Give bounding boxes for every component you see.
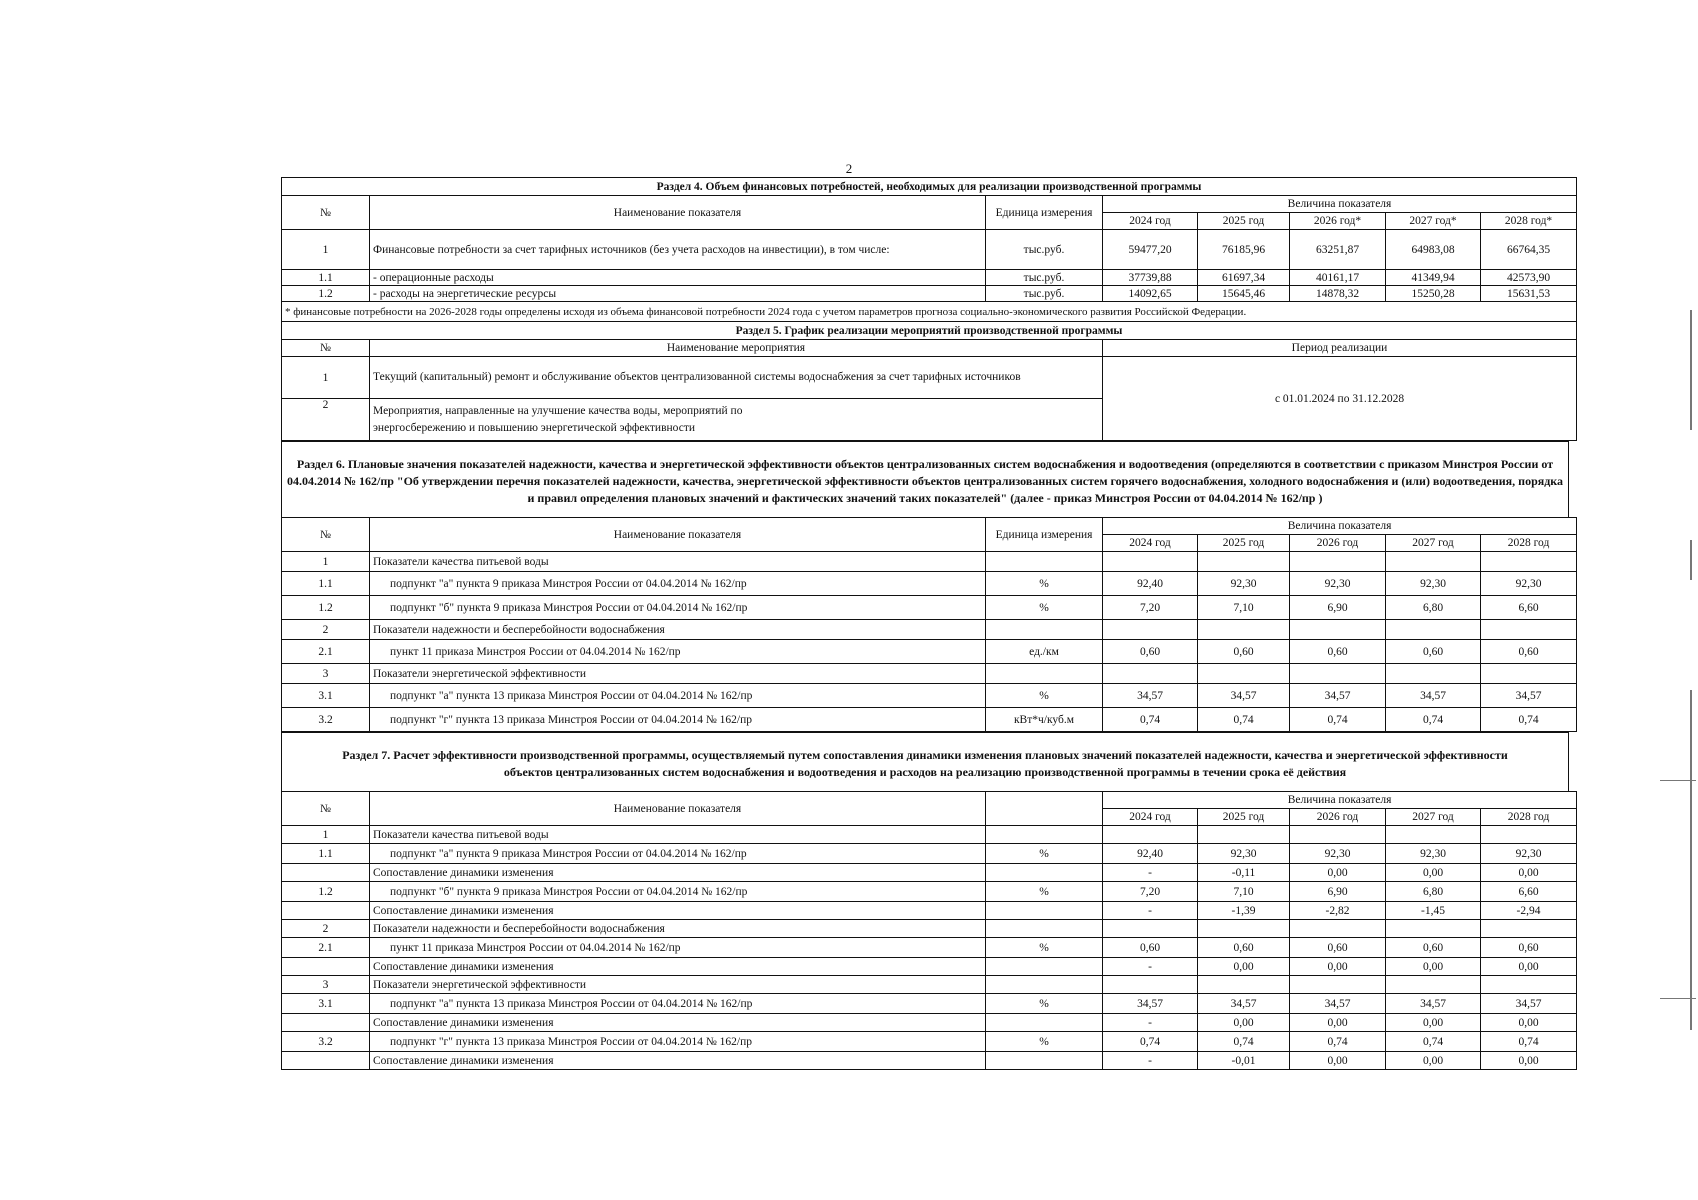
section-6-body	[282, 552, 1577, 732]
row-no: 1.1	[282, 844, 370, 864]
row-unit	[986, 958, 1103, 976]
row-unit	[986, 864, 1103, 882]
row-value: 92,30	[1198, 844, 1290, 864]
row-unit-empty	[986, 826, 1103, 844]
indicator-name: подпункт "а" пункта 9 приказа Минстроя России от 04.04.2014 № 162/пр	[370, 844, 986, 864]
row-unit-empty	[986, 920, 1103, 938]
header-year: 2026 год	[1290, 535, 1386, 552]
row-value: 0,00	[1386, 1014, 1481, 1032]
dynamics-row	[282, 958, 1577, 976]
row-value: 92,30	[1386, 844, 1481, 864]
row-value: 0,60	[1481, 640, 1577, 664]
header-year: 2027 год	[1386, 535, 1481, 552]
row-value: 0,00	[1290, 1014, 1386, 1032]
row-unit: %	[986, 882, 1103, 902]
row-value: 0,74	[1481, 708, 1577, 732]
indicator-row	[282, 938, 1577, 958]
scan-margin-line	[1690, 310, 1692, 430]
indicator-name: пункт 11 приказа Минстроя России от 04.04.2014 № 162/пр	[370, 938, 986, 958]
row-no: 3	[282, 976, 370, 994]
row-value: 7,20	[1103, 596, 1198, 620]
row-value-empty	[1103, 976, 1198, 994]
row-value-empty	[1481, 620, 1577, 640]
row-unit-empty	[986, 976, 1103, 994]
row-value: 0,00	[1386, 864, 1481, 882]
row-value: 76185,96	[1198, 230, 1290, 270]
row-value: 0,74	[1386, 1032, 1481, 1052]
row-value: 34,57	[1290, 684, 1386, 708]
dynamics-label: Сопоставление динамики изменения	[370, 1052, 986, 1070]
row-unit: %	[986, 684, 1103, 708]
row-value-empty	[1290, 552, 1386, 572]
event-name-text: Мероприятия, направленные на улучшение качества воды, мероприятий по энергосбережению и повышению энергетической эффективности	[373, 404, 743, 434]
row-value-empty	[1386, 826, 1481, 844]
row-value-empty	[1198, 552, 1290, 572]
header-year: 2024 год	[1103, 535, 1198, 552]
dynamics-label: Сопоставление динамики изменения	[370, 1014, 986, 1032]
row-no: 1.1	[282, 270, 370, 286]
section-6-table	[281, 517, 1577, 732]
row-value-empty	[1290, 620, 1386, 640]
scan-margin-line	[1660, 998, 1696, 999]
row-unit: %	[986, 596, 1103, 620]
header-no: №	[282, 340, 370, 357]
header-no: №	[282, 196, 370, 230]
row-value-empty	[1198, 920, 1290, 938]
header-year: 2025 год	[1198, 213, 1290, 230]
row-value: 14092,65	[1103, 286, 1198, 302]
row-no: 3.1	[282, 684, 370, 708]
table-row	[282, 286, 1577, 302]
header-year: 2027 год*	[1386, 213, 1481, 230]
row-value: 42573,90	[1481, 270, 1577, 286]
row-value: 92,30	[1481, 572, 1577, 596]
row-no	[282, 1014, 370, 1032]
row-value: 0,74	[1103, 1032, 1198, 1052]
indicator-name: подпункт "а" пункта 13 приказа Минстроя России от 04.04.2014 № 162/пр	[370, 684, 986, 708]
header-year: 2028 год*	[1481, 213, 1577, 230]
header-year: 2028 год	[1481, 809, 1577, 826]
row-value: -	[1103, 864, 1198, 882]
indicator-row	[282, 684, 1577, 708]
header-value: Величина показателя	[1103, 518, 1577, 535]
header-year: 2025 год	[1198, 535, 1290, 552]
row-value-empty	[1481, 552, 1577, 572]
row-name: - операционные расходы	[370, 270, 986, 286]
row-value: 0,00	[1290, 958, 1386, 976]
dynamics-row	[282, 864, 1577, 882]
row-value-empty	[1290, 664, 1386, 684]
row-value: 34,57	[1481, 684, 1577, 708]
row-no: 1	[282, 230, 370, 270]
row-value: 7,10	[1198, 882, 1290, 902]
row-unit: тыс.руб.	[986, 270, 1103, 286]
row-no: 1.2	[282, 882, 370, 902]
row-value: 0,60	[1386, 938, 1481, 958]
row-value-empty	[1481, 976, 1577, 994]
group-name: Показатели качества питьевой воды	[370, 552, 986, 572]
row-value: 0,00	[1290, 864, 1386, 882]
group-name: Показатели энергетической эффективности	[370, 976, 986, 994]
row-value: 0,00	[1481, 864, 1577, 882]
row-value-empty	[1481, 920, 1577, 938]
row-value: 0,00	[1386, 1052, 1481, 1070]
row-value: 0,60	[1103, 640, 1198, 664]
row-unit-empty	[986, 664, 1103, 684]
row-value: 34,57	[1386, 994, 1481, 1014]
row-value: 0,74	[1481, 1032, 1577, 1052]
indicator-name: подпункт "а" пункта 13 приказа Минстроя России от 04.04.2014 № 162/пр	[370, 994, 986, 1014]
row-value: 0,60	[1481, 938, 1577, 958]
indicator-row	[282, 596, 1577, 620]
indicator-name: подпункт "г" пункта 13 приказа Минстроя России от 04.04.2014 № 162/пр	[370, 1032, 986, 1052]
row-value: -	[1103, 1052, 1198, 1070]
row-value: 0,74	[1198, 708, 1290, 732]
row-value: 0,60	[1386, 640, 1481, 664]
header-period: Период реализации	[1103, 340, 1577, 357]
row-value: 6,90	[1290, 882, 1386, 902]
header-year: 2028 год	[1481, 535, 1577, 552]
indicator-row	[282, 844, 1577, 864]
row-value: 37739,88	[1103, 270, 1198, 286]
row-no: 2	[282, 620, 370, 640]
row-no: 2.1	[282, 938, 370, 958]
row-value: 0,60	[1290, 640, 1386, 664]
row-value-empty	[1386, 620, 1481, 640]
row-value: 0,00	[1481, 1014, 1577, 1032]
indicator-row	[282, 708, 1577, 732]
row-value: 92,30	[1386, 572, 1481, 596]
row-value-empty	[1103, 552, 1198, 572]
row-no: 2.1	[282, 640, 370, 664]
row-no: 2	[282, 399, 370, 441]
table-row	[282, 230, 1577, 270]
row-value-empty	[1198, 620, 1290, 640]
scan-margin-line	[1690, 540, 1692, 580]
row-value: 7,10	[1198, 596, 1290, 620]
row-value: 92,30	[1290, 572, 1386, 596]
row-no: 3.1	[282, 994, 370, 1014]
row-unit	[986, 1014, 1103, 1032]
row-name: - расходы на энергетические ресурсы	[370, 286, 986, 302]
indicator-row	[282, 994, 1577, 1014]
group-name: Показатели надежности и бесперебойности водоснабжения	[370, 920, 986, 938]
row-value: 34,57	[1103, 994, 1198, 1014]
header-year: 2025 год	[1198, 809, 1290, 826]
row-value: 34,57	[1386, 684, 1481, 708]
row-value: -0,01	[1198, 1052, 1290, 1070]
row-no	[282, 864, 370, 882]
row-unit: ед./км	[986, 640, 1103, 664]
row-value-empty	[1103, 920, 1198, 938]
section-6-title: Раздел 6. Плановые значения показателей надежности, качества и энергетической эффективности объектов централизованных систем водоснабжения и водоотведения (определяются в соответствии с приказом Минстроя России от 04.04.2014 № 162/пр "Об утверждении перечня показателей надежности, качества, энергетической эффективности объектов централизованных систем горячего водоснабжения, холодного водоснабжения и (или) водоотведения, порядка и правил определения плановых значений и фактических значений таких показателей" (далее - приказ Минстроя России от 04.04.2014 № 162/пр )	[281, 441, 1569, 517]
row-value: 34,57	[1198, 684, 1290, 708]
row-no: 3.2	[282, 708, 370, 732]
row-value-empty	[1481, 826, 1577, 844]
row-value-empty	[1386, 920, 1481, 938]
dynamics-label: Сопоставление динамики изменения	[370, 958, 986, 976]
indicator-row	[282, 1032, 1577, 1052]
row-no: 1	[282, 826, 370, 844]
row-no: 1.2	[282, 286, 370, 302]
row-value: 63251,87	[1290, 230, 1386, 270]
row-value: 41349,94	[1386, 270, 1481, 286]
row-value: 6,80	[1386, 882, 1481, 902]
row-value: 92,40	[1103, 844, 1198, 864]
row-name	[370, 357, 1103, 399]
group-row	[282, 920, 1577, 938]
header-unit: Единица измерения	[986, 518, 1103, 552]
row-unit: кВт*ч/куб.м	[986, 708, 1103, 732]
table-row	[282, 357, 1577, 399]
dynamics-row	[282, 1014, 1577, 1032]
group-row	[282, 826, 1577, 844]
row-value: 34,57	[1103, 684, 1198, 708]
header-unit-empty	[986, 792, 1103, 826]
row-no: 1	[282, 552, 370, 572]
row-value: 15645,46	[1198, 286, 1290, 302]
row-value-empty	[1290, 826, 1386, 844]
row-value: 6,60	[1481, 596, 1577, 620]
group-name: Показатели качества питьевой воды	[370, 826, 986, 844]
row-value: 0,74	[1386, 708, 1481, 732]
dynamics-row	[282, 902, 1577, 920]
header-value: Величина показателя	[1103, 196, 1577, 213]
row-value-empty	[1103, 664, 1198, 684]
row-value: 0,60	[1103, 938, 1198, 958]
indicator-name: подпункт "б" пункта 9 приказа Минстроя России от 04.04.2014 № 162/пр	[370, 596, 986, 620]
row-value: 34,57	[1290, 994, 1386, 1014]
row-value: 40161,17	[1290, 270, 1386, 286]
row-value: 92,30	[1481, 844, 1577, 864]
header-name: Наименование показателя	[370, 792, 986, 826]
row-value: -	[1103, 1014, 1198, 1032]
table-row	[282, 270, 1577, 286]
row-value: 0,60	[1198, 640, 1290, 664]
row-unit	[986, 902, 1103, 920]
row-value: 0,60	[1290, 938, 1386, 958]
row-unit: тыс.руб.	[986, 230, 1103, 270]
row-name	[370, 399, 1103, 441]
scan-margin-line	[1690, 690, 1692, 1030]
row-value-empty	[1481, 664, 1577, 684]
group-row	[282, 620, 1577, 640]
row-value: 15631,53	[1481, 286, 1577, 302]
indicator-row	[282, 572, 1577, 596]
row-unit: %	[986, 844, 1103, 864]
row-value-empty	[1103, 826, 1198, 844]
row-unit: тыс.руб.	[986, 286, 1103, 302]
row-value: 61697,34	[1198, 270, 1290, 286]
row-value: 0,00	[1198, 958, 1290, 976]
row-unit: %	[986, 994, 1103, 1014]
row-value-empty	[1386, 664, 1481, 684]
row-value: 92,40	[1103, 572, 1198, 596]
dynamics-label: Сопоставление динамики изменения	[370, 902, 986, 920]
row-value: 92,30	[1290, 844, 1386, 864]
row-value-empty	[1198, 826, 1290, 844]
dynamics-row	[282, 1052, 1577, 1070]
row-value: 92,30	[1198, 572, 1290, 596]
row-unit-empty	[986, 620, 1103, 640]
row-value-empty	[1290, 920, 1386, 938]
row-value: -	[1103, 958, 1198, 976]
row-unit	[986, 1052, 1103, 1070]
group-row	[282, 976, 1577, 994]
row-no	[282, 902, 370, 920]
header-event-name: Наименование мероприятия	[370, 340, 1103, 357]
row-value: 15250,28	[1386, 286, 1481, 302]
row-no: 1.2	[282, 596, 370, 620]
row-value: -	[1103, 902, 1198, 920]
row-no: 3	[282, 664, 370, 684]
row-value: 0,00	[1198, 1014, 1290, 1032]
row-value: 0,00	[1386, 958, 1481, 976]
row-value: 0,74	[1103, 708, 1198, 732]
row-value-empty	[1103, 620, 1198, 640]
indicator-name: подпункт "а" пункта 9 приказа Минстроя России от 04.04.2014 № 162/пр	[370, 572, 986, 596]
period-value: с 01.01.2024 по 31.12.2028	[1103, 357, 1577, 441]
row-value: 34,57	[1481, 994, 1577, 1014]
scan-margin-line	[1660, 780, 1696, 781]
header-value: Величина показателя	[1103, 792, 1577, 809]
header-name: Наименование показателя	[370, 518, 986, 552]
header-unit: Единица измерения	[986, 196, 1103, 230]
header-year: 2026 год	[1290, 809, 1386, 826]
row-value: -1,45	[1386, 902, 1481, 920]
row-value: 0,74	[1290, 708, 1386, 732]
row-value: 7,20	[1103, 882, 1198, 902]
header-no: №	[282, 792, 370, 826]
row-value: -2,82	[1290, 902, 1386, 920]
row-unit: %	[986, 938, 1103, 958]
row-value: -1,39	[1198, 902, 1290, 920]
row-value: 64983,08	[1386, 230, 1481, 270]
row-unit: %	[986, 1032, 1103, 1052]
header-name: Наименование показателя	[370, 196, 986, 230]
section-4-title: Раздел 4. Объем финансовых потребностей, необходимых для реализации производственной программы	[282, 178, 1577, 196]
row-value: 14878,32	[1290, 286, 1386, 302]
row-value: 0,00	[1481, 958, 1577, 976]
page-number: 2	[845, 161, 853, 176]
group-name: Показатели надежности и бесперебойности водоснабжения	[370, 620, 986, 640]
event-name-text: Текущий (капитальный) ремонт и обслуживание объектов централизованной системы водоснабжения за счет тарифных источников	[373, 371, 1021, 383]
row-unit-empty	[986, 552, 1103, 572]
section-4-5-table	[281, 177, 1577, 441]
row-value-empty	[1386, 552, 1481, 572]
indicator-name: пункт 11 приказа Минстроя России от 04.04.2014 № 162/пр	[370, 640, 986, 664]
indicator-row	[282, 882, 1577, 902]
section-4-note: * финансовые потребности на 2026-2028 годы определены исходя из объема финансовой потребности 2024 года с учетом параметров прогноза социально-экономического развития Российской Федерации.	[282, 302, 1577, 322]
row-value-empty	[1386, 976, 1481, 994]
row-value-empty	[1290, 976, 1386, 994]
header-year: 2027 год	[1386, 809, 1481, 826]
document-body	[281, 177, 1569, 1070]
indicator-name: подпункт "г" пункта 13 приказа Минстроя России от 04.04.2014 № 162/пр	[370, 708, 986, 732]
row-value: 0,74	[1198, 1032, 1290, 1052]
row-value: 0,00	[1290, 1052, 1386, 1070]
header-year: 2026 год*	[1290, 213, 1386, 230]
row-value: 0,60	[1198, 938, 1290, 958]
row-no: 2	[282, 920, 370, 938]
header-year: 2024 год	[1103, 213, 1198, 230]
row-value: -2,94	[1481, 902, 1577, 920]
indicator-row	[282, 640, 1577, 664]
header-no: №	[282, 518, 370, 552]
group-row	[282, 664, 1577, 684]
row-value: 34,57	[1198, 994, 1290, 1014]
row-value: 66764,35	[1481, 230, 1577, 270]
row-value: 59477,20	[1103, 230, 1198, 270]
section-7-table	[281, 791, 1577, 1070]
group-row	[282, 552, 1577, 572]
row-no: 1	[282, 357, 370, 399]
row-value: 6,90	[1290, 596, 1386, 620]
row-no	[282, 958, 370, 976]
row-unit: %	[986, 572, 1103, 596]
row-value: 6,60	[1481, 882, 1577, 902]
section-7-body	[282, 826, 1577, 1070]
row-value: 0,00	[1481, 1052, 1577, 1070]
section-7-title: Раздел 7. Расчет эффективности производственной программы, осуществляемый путем сопоставления динамики изменения плановых значений показателей надежности, качества и энергетической эффективности объектов централизованных систем водоснабжения и водоотведения и расходов на реализацию производственной программы в течении срока её действия	[281, 732, 1569, 791]
group-name: Показатели энергетической эффективности	[370, 664, 986, 684]
row-name: Финансовые потребности за счет тарифных источников (без учета расходов на инвестиции), в том числе:	[370, 230, 986, 270]
row-value: -0,11	[1198, 864, 1290, 882]
row-no	[282, 1052, 370, 1070]
indicator-name: подпункт "б" пункта 9 приказа Минстроя России от 04.04.2014 № 162/пр	[370, 882, 986, 902]
row-value-empty	[1198, 976, 1290, 994]
header-year: 2024 год	[1103, 809, 1198, 826]
row-value-empty	[1198, 664, 1290, 684]
row-no: 1.1	[282, 572, 370, 596]
section-5-title: Раздел 5. График реализации мероприятий производственной программы	[282, 322, 1577, 340]
row-value: 0,74	[1290, 1032, 1386, 1052]
dynamics-label: Сопоставление динамики изменения	[370, 864, 986, 882]
row-value: 6,80	[1386, 596, 1481, 620]
row-no: 3.2	[282, 1032, 370, 1052]
